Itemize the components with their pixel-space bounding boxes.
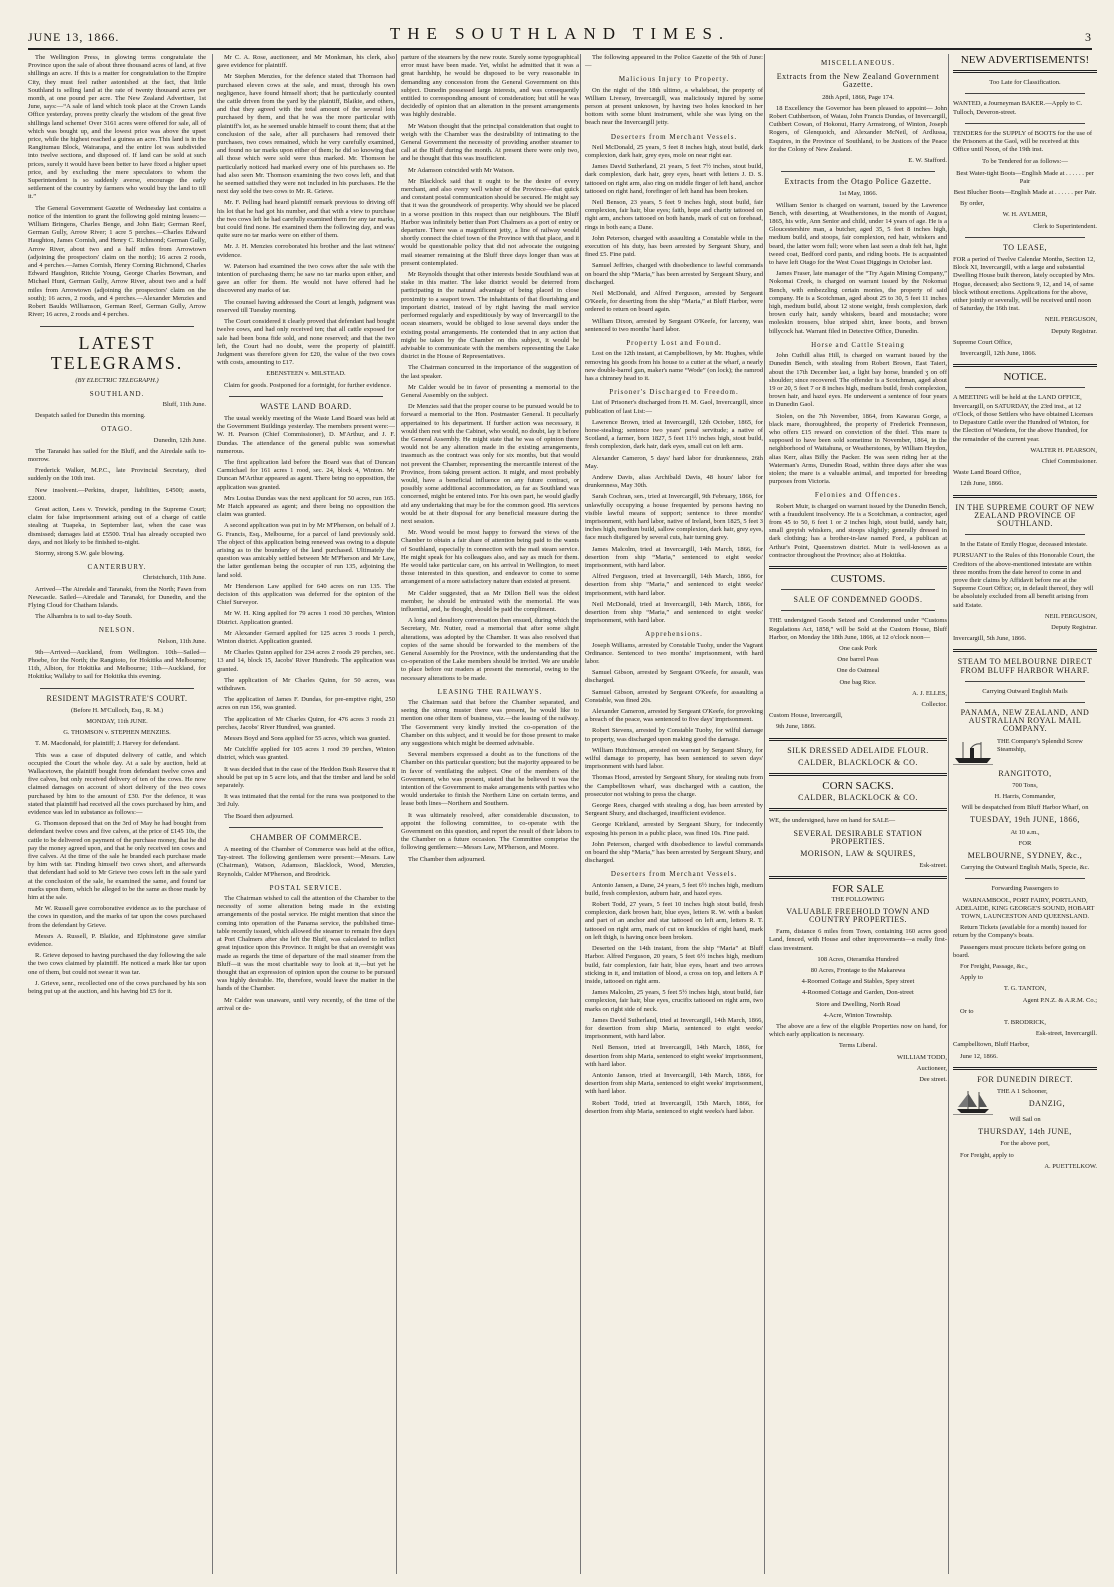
paragraph: Mr W. Russell gave corroborative evidence as to the purchase of the cows in question, and the marks of tar upon the cows purchased from the defendant by Grieve. xyxy=(28,905,206,929)
paragraph: James David Sutherland, 21 years, 5 feet 7½ inches, stout build, dark complexion, dark hair, grey eyes, heart with letters J. D. S. tattooed on right arm, also ring on middle finger of left hand, anchor tattooed on right hand, forefinger of left hand has been broken. xyxy=(585,163,763,195)
paragraph: The Wellington Press, in glowing terms congratulate the Province upon the sale of about three thousand acres of land, at five shillings an acre. If this is a matter for congratulation to the Empire City, they must feel rather astonished at the fact, that little Southland is selling land at the rate of twenty thousand acres per month, at one pound per acre. The New Zealand Advertiser, 1st June, says:—“A sale of land which took place at the Crown Lands Office yesterday, proves pretty clearly the wisdom of the great five shillings land scheme! Over 3161 acres were offered for sale, all of which was bought up, and the lowest price was above the upset price, while the highest reached a guinea an acre. This land is in the Rangitumau Block, Wairarapa, and the entire lot was subdivided into twelve sections, and disposed of. If land can be sold at such prices, surely it would have been better to have fixed a higher upset price, and by excluding the mere speculators to whom the Superintendent is so suddenly averse, encourage the early settlement of the country by farmers who would buy the land to till it.” xyxy=(28,54,206,201)
signature: W. H. AYLMER, xyxy=(1002,211,1048,219)
paragraph: Mr Charles Quinn applied for 234 acres 2 roods 29 perches, sec. 13 and 14, block 15, Jacobs' River Hundreds. The application was granted. xyxy=(217,649,395,673)
paragraph: George Kirkland, arrested by Sergeant Shury, for indecently exposing his person in a public place, was fined 10s. Fine paid. xyxy=(585,821,763,837)
paragraph: Messrs A. Russell, P. Blaikie, and Elphinstone gave similar evidence. xyxy=(28,932,206,949)
paragraph: Robert Stevens, arrested by Constable Tuohy, for wilful damage to property, was discharged upon making good the damage. xyxy=(585,727,763,743)
paragraph: William Dixon, arrested by Sergeant O'Keefe, for larceny, was sentenced to two months' hard labor. xyxy=(585,317,763,333)
paragraph: Messrs Boyd and Sons applied for 55 acres, which was granted. xyxy=(224,735,391,743)
signature-role: Chief Commissioner. xyxy=(1041,457,1097,465)
paragraph: Samuel Jeffries, charged with disobedience to lawful commands on board the ship “Maria,” has been arrested by Sergeant Shury, and discharged. xyxy=(585,262,763,286)
date: June 12, 1866. xyxy=(960,1052,998,1060)
paragraph: W. Paterson had examined the two cows after the sale with the intention of purchasing them; he saw no tar marks upon either, and gave an offer for them. He would not have offered had he discovered any marks of tar. xyxy=(217,262,395,295)
section-heading: CHAMBER OF COMMERCE. xyxy=(250,832,362,842)
paragraph: It was ultimately resolved, after considerable discussion, to appoint the following committee, to co-operate with the Government on this question, and report the result of their labors to the Chamber on a future occasion. The Committee comprise the following gentlemen:—Messrs Law, M'Pherson, and Moore. xyxy=(401,811,579,852)
subsection-heading: Deserters from Merchant Vessels. xyxy=(610,870,738,879)
subsection-heading: Horse and Cattle Steaing xyxy=(811,340,905,349)
paragraph: Robert Todd, 27 years, 5 feet 10 inches high stout build, fresh complexion, dark brown hair, blue eyes, letters R. W. with a basket and part of an anchor and star tattooed on left arm, letters R. T. tattooed on right arm, mark of cut on knuckles of right hand, mark on left thigh, is having once been broken. xyxy=(585,901,763,941)
divider xyxy=(40,688,194,689)
ad-heading: SEVERAL DESIRABLE STATION PROPERTIES. xyxy=(793,828,923,846)
paragraph: Mr Cutcliffe applied for 105 acres 1 rood 39 perches, Winton district, which was granted. xyxy=(217,746,395,762)
place: Waste Land Board Office, xyxy=(953,469,1021,477)
paragraph: Claim for goods. Postponed for a fortnight, for further evidence. xyxy=(224,381,392,389)
paragraph: Mr C. A. Rose, auctioneer, and Mr Monkman, his clerk, also gave evidence for plaintiff. xyxy=(217,54,395,70)
ad-line: For Freight, Passage, &c., xyxy=(960,963,1028,971)
ports: WARNAMBOOL, PORT FAIRY, PORTLAND, ADELAIDE, KING GEORGE'S SOUND, HOBART TOWN, LAUNCESTON AND QUEENSLAND. xyxy=(955,896,1095,921)
paragraph: Joseph Williams, arrested by Constable Tuohy, under the Vagrant Ordinance. Sentenced to two months' imprisonment, with hard labor. xyxy=(585,641,763,665)
terms: Terms Liberal. xyxy=(838,1042,878,1050)
extract-date: 1st May, 1866. xyxy=(838,190,878,198)
dateline: Christchurch, 11th June. xyxy=(142,574,206,582)
list-item: One do Oatmeal xyxy=(836,667,880,675)
paragraph: Antonio Jansen, a Dane, 24 years, 5 feet 6½ inches high, medium build, fresh complexion, auburn hair, and hazel eyes. xyxy=(585,881,763,897)
extract-date: 28th April, 1866, Page 174. xyxy=(822,93,894,101)
ad-line: At 10 a.m., xyxy=(1010,828,1040,836)
subsection-heading: Property Lost and Found. xyxy=(626,339,722,348)
ad-line: By order, xyxy=(960,200,985,208)
date: 9th June, 1866. xyxy=(776,723,816,731)
paragraph: Several members expressed a doubt as to the functions of the Chamber on this particular question; but the majority appeared to be in favor of ventilating the subject. One of the members of the Government, who was present, stated that he believed it was the intention of the Government to make arrangements with parties who would undertake to finish the Northern Line on certain terms, and lease both lines—Northern and Southern. xyxy=(401,751,579,808)
paragraph: James Malcolm, tried at Invercargill, 14th March, 1866, for desertion from ship “Maria,” sentenced to eight weeks' imprisonment, with hard labor. xyxy=(585,545,763,569)
ad-line: THE Company's Splendid Screw Steamship, xyxy=(997,737,1083,753)
paragraph: William Hutchinson, arrested on warrant by Sergeant Shury, for wilful damage to property, has been sentenced to seven days' imprisonment with hard labor. xyxy=(585,746,763,771)
ad-line: For the above port, xyxy=(1000,1140,1050,1148)
divider xyxy=(953,649,1097,652)
paragraph: Robert Todd, tried at Invercargill, 15th March, 1866, for desertion from ship Maria, sentenced to eight weeks's hard labor. xyxy=(585,1099,763,1115)
column-4 xyxy=(580,54,767,1574)
ad-firm: MORISON, LAW & SQUIRES, xyxy=(800,849,916,859)
list-item: Best Water-tight Boots—English Made at . . . . . . per Pair xyxy=(956,169,1094,185)
ads-subheading: Too Late for Classification. xyxy=(989,79,1061,87)
column-3 xyxy=(396,54,583,1574)
ad-line: For Freight, apply to xyxy=(960,1151,1014,1159)
signature: A. J. ELLES, xyxy=(912,689,947,697)
dateline: Dunedin, 12th June. xyxy=(153,436,206,444)
ad-line: H. Harris, Commander, xyxy=(994,792,1056,800)
paragraph: The application of James F. Dundas, for pre-emptive right, 250 acres on run 156, was granted. xyxy=(217,696,395,712)
ad-line: 700 Tons, xyxy=(1012,781,1038,789)
paragraph: New insolvent.—Perkins, draper, liabilities, £4500; assets, £2000. xyxy=(28,486,206,502)
ship-name: DANZIG, xyxy=(1028,1099,1066,1109)
subsection-heading: Deserters from Merchant Vessels. xyxy=(610,132,738,141)
paragraph: James Fraser, late manager of the “Try Again Mining Company,” Nokomai Creek, is charged on warrant issued by the Nokomai Bench, with embezzling certain monies, the property of said company. He is a Scotchman, aged about 25 to 30, 5 feet 11 inches high, medium build, about 12 stone weight, fresh complexion, dark brown curly hair, sandy whiskers, beard and moustache; wore moleskin trousers, blue striped shirt, knee boots, and brown billycock hat. Warrant filed in Detective Office, Dunedin. xyxy=(769,270,947,335)
paragraph: WE, the undersigned, have on hand for SALE— xyxy=(769,817,896,825)
divider xyxy=(953,70,1097,73)
ad-subheading: PANAMA, NEW ZEALAND, AND AUSTRALIAN ROYAL MAIL COMPANY. xyxy=(960,707,1090,734)
divider xyxy=(781,610,935,611)
extract-heading: Extracts from the New Zealand Government Gazette. xyxy=(776,72,940,90)
issue-date: JUNE 13, 1866. xyxy=(28,30,120,44)
customs-subheading: SALE OF CONDEMNED GOODS. xyxy=(793,595,923,605)
signature: WILLIAM TODD, xyxy=(897,1053,947,1061)
telegrams-heading: LATEST TELEGRAMS. xyxy=(50,332,184,373)
divider xyxy=(769,773,947,776)
sailing-date: TUESDAY, 19th JUNE, 1866, xyxy=(970,815,1080,825)
list-item: 80 Acres, Frontage to the Makarewa xyxy=(810,967,906,975)
paragraph: Andrew Davis, alias Archibald Davis, 48 hours' labor for drunkenness, May 30th. xyxy=(585,473,763,490)
ads-heading: NEW ADVERTISEMENTS! xyxy=(960,54,1090,66)
lease-ad: FOR a period of Twelve Calendar Months, Section 12, Block XI, Invercargill, with a large and substantial Dwelling House built thereon, lately occupied by Mrs. Hogue, deceased; also Sections 9, 12, and 14, of same block without erections. Applications for the above, either jointly or severally, will be received until noon of Saturday, the 16th inst. xyxy=(953,256,1096,313)
paragraph: William Senior is charged on warrant, issued by the Lawrence Bench, with deserting, at Weatherstones, in the month of August, 1865, his wife, Ann Senior and child, under 14 years of age. He is a Gloucestershire man, a butcher, aged 35, 5 feet 8 inches high, medium build, and stoops, fair complexion, red hair, whiskers and beard, the latter worn full; wore when last seen a drab felt hat, light tweed coat, Bedford cord pants, and riding boots. He is acquainted to have left Otago for the West Coast Diggings in October last. xyxy=(769,201,947,267)
signature-role: Deputy Registrar. xyxy=(1051,327,1097,335)
section-heading: NELSON. xyxy=(98,626,136,635)
subsection-heading: Prisoner's Discharged to Freedom. xyxy=(609,388,739,397)
paragraph: Robert Muir, is charged on warrant issued by the Dunedin Bench, with a fraudulent insolvency. He is a Scotchman, a contractor, aged from 45 to 50, 6 feet 1 or 2 inches high, stout build, sandy hair, small greyish whiskers, and stoops slightly; generally dressed in dark clothing; has a brother-in-law named Ford, a publican at Arthur's Point, Queenstown district. Muir is well-known as a contractor throughout the Province; also at Hokitika. xyxy=(769,502,947,559)
telegrams-subheading: (BY ELECTRIC TELEGRAPH.) xyxy=(75,376,159,384)
divider xyxy=(781,589,935,590)
paragraph: The counsel having addressed the Court at length, judgment was reserved till Tuesday morning. xyxy=(217,298,395,314)
ad-line: Will Sail on xyxy=(1009,1116,1041,1124)
date: 12th June, 1866. xyxy=(960,480,1003,488)
list-item: One bag Rice. xyxy=(839,678,877,686)
signature-role: Clerk to Superintendent. xyxy=(1033,222,1097,230)
ad-line: FOR xyxy=(1018,839,1032,847)
extract-heading: Extracts from the Otago Police Gazette. xyxy=(784,177,932,187)
subsection-heading: Apprehensions. xyxy=(645,630,703,639)
list-item: One cask Pork xyxy=(839,644,877,652)
ad-line: Carrying the Outward English Mails, Specie, &c. xyxy=(960,864,1090,872)
paragraph: G. Thomson deposed that on the 3rd of May he had bought from defendant twelve cows and five calves, at the price of £145 10s, the cattle to be delivered on payment of the purchase money, that he did pay the money agreed upon, and that he only received ten cows and five calves. At the time of the sale he branded each purchase made by him with tar. Finding himself two cows short, and afterwards that defendant had sold to Mr Grieve two cows left in the sale yard at the conclusion of the sale, he examined the same, and found tar marks upon them, which he alleged to be the same as those made by him at the sale. xyxy=(28,820,206,902)
divider xyxy=(953,495,1097,498)
divider xyxy=(965,681,1085,682)
signature: A. PUETTELKOW. xyxy=(1044,1162,1097,1170)
paragraph: Alfred Ferguson, tried at Invercargill, 14th March, 1866, for desertion from ship “Maria,” and sentenced to eight weeks' imprisonment, with hard labor. xyxy=(585,573,763,597)
paragraph: James David Sutherland, tried at Invercargill, 14th March, 1866, for desertion from ship Maria, sentenced to eight weeks' imprisonment, with hard labor. xyxy=(585,1016,763,1041)
signature: NEIL FERGUSON, xyxy=(1044,316,1097,324)
ad-heading: CORN SACKS. xyxy=(822,780,894,793)
signature: E. W. Stafford. xyxy=(908,157,947,165)
signature-role: Agent P.N.Z. & A.R.M. Co.; xyxy=(1022,996,1097,1004)
paragraph: Neil McDonald, tried at Invercargill, 14th March, 1866, for desertion from ship “Maria,” and sentenced to eight weeks' imprisonment, with hard labor. xyxy=(585,600,763,625)
paragraph: The Alhambra is to sail to-day South. xyxy=(35,613,133,621)
case-title: G. THOMSON v. STEPHEN MENZIES. xyxy=(63,729,171,737)
paragraph: Mr Adamson coincided with Mr Watson. xyxy=(408,166,515,174)
ad-line: Passengers must procure tickets before going on board. xyxy=(953,943,1086,959)
paragraph: The Chamber then adjourned. xyxy=(408,855,486,863)
paragraph: The Taranaki has sailed for the Bluff, and the Airedale sails to-morrow. xyxy=(28,447,206,463)
steamship-block xyxy=(953,738,1097,754)
paragraph: Despatch sailed for Dunedin this morning. xyxy=(35,412,146,420)
tenders-ad: TENDERS for the SUPPLY of BOOTS for the use of the Prisoners at the Gaol, will be received at this Office until Noon, of the 19th inst. xyxy=(953,129,1093,154)
paragraph: parture of the steamers by the new route. Surely some typographical error must have been made. Yet, whilst he admitted that it was a great hardship, he would be disposed to be very reasonable in demanding any concession from the General Government on this subject. Dunedin possessed large interests, and was consequently entitled to corresponding amount of consideration; but still he was decidedly of opinion that an alteration in the present arrangements was highly desirable. xyxy=(401,54,579,119)
paragraph: The application of Mr Charles Quinn, for 476 acres 3 roods 21 perches, Jacobs' River Hundred, was granted. xyxy=(217,715,395,731)
divider xyxy=(965,387,1085,388)
signature: T. G. TANTON, xyxy=(1003,985,1047,993)
divider xyxy=(769,566,947,569)
divider xyxy=(769,876,947,879)
court-ad: PURSUANT to the Rules of this Honorable Court, the Creditors of the above-mentioned intestate are within three months from the date hereof to come in and prove their claims by Affidavit before me at the Supreme Court Office; or, in default thereof, they will be absolutely excluded from all benefit arising from said Estate. xyxy=(953,552,1095,609)
paragraph: 18 Excellency the Governor has been pleased to appoint— John Robert Cuthbertson, of Waiau, John Francis Dundas, of Invercargill, Cuthbert Cowan, of Hokonui, Harry Armstrong, of Winton, Joseph Rogers, of Glenquoich, and Alexander McNeil, of Ardlussa, Esquires, in the Province of Southland, to be Justices of the Peace for the Colony of New Zealand. xyxy=(769,104,947,153)
ad-line: In the Estate of Emily Hogue, deceased intestate. xyxy=(960,541,1088,549)
paragraph: Sarah Cochran, sen., tried at Invercargill, 9th February, 1866, for unlawfully occupying a house frequented by persons having no visible lawful means of support; sentence to three months' imprisonment, with hard labor, native of Ireland, born 1825, 5 feet 3 inches high, medium build, sallow complexion, dark hair, grey eyes, face much disfigured by several cuts, hair turning grey. xyxy=(585,493,763,542)
paragraph: Stormy, strong S.W. gale blowing. xyxy=(35,549,125,557)
paragraph: Dr Menzies said that the proper course to be pursued would be to forward a memorial to the Hon. Postmaster General. It peculiarly appertained to his department. If further action was necessary, it would then rest with the Cabinet, who would, no doubt, lay it before the General Assembly. He might state that he was of opinion there would not be any alteration made in the existing arrangements, inasmuch as the contract was only for six months, but that would not prevent the Chamber, representing the mercantile interest of the Province, from taking present action. It might, and most probably would, have a beneficial influence on any future contract, or possibly some additional accommodation, as far as Southland was concerned, might be entered into. For his own part, he would gladly aid any undertaking that may be for the common good. His services would be at their disposal for any beneficial measure during the next session. xyxy=(401,403,579,525)
signature: NEIL FERGUSON, xyxy=(1044,612,1097,620)
paragraph: Neil Benson, tried at Invercargill, 14th March, 1866, for desertion from ship Maria, sentenced to eight weeks' imprisonment, with hard labor. xyxy=(585,1044,763,1068)
paragraph: Mr Henderson Law applied for 640 acres on run 135. The decision of this application was deferred for the opinion of the Chief Surveyor. xyxy=(217,582,395,607)
divider xyxy=(965,93,1085,94)
paragraph: Deserted on the 14th instant, from the ship “Maria” at Bluff Harbor. Alfred Ferguson, 20 years, 5 feet 6½ inches high, medium build, fair complexion, fair hair, blue eyes, heart and two arrows sticking in it, and imitation of blood, a cross on top, and letters A F inside, tattooed on right arm. xyxy=(585,945,763,985)
masthead xyxy=(28,14,1092,50)
signature-role: Deputy Registrar. xyxy=(1051,623,1097,631)
paragraph: On the night of the 18th ultimo, a whaleboat, the property of William Livesey, Invercargill, was maliciously injured by some person at present unknown, by having two holes knocked in her bottom with some blunt instrument, while she was lying on the beach near the Invercargill jetty. xyxy=(585,86,763,127)
ad-heading: FOR SALE xyxy=(832,883,884,896)
case-title: EBENSTEEN v. MILSTEAD. xyxy=(266,370,346,378)
ad-line: Apply to xyxy=(960,974,983,982)
signature: T. BRODRICK, xyxy=(1004,1019,1046,1027)
schooner-block xyxy=(953,1088,1097,1096)
subsection-heading: Malicious Injury to Property. xyxy=(618,75,730,84)
paragraph: Great action, Lees v. Trewick, pending in the Supreme Court; claim for false imprisonment arising out of a charge of cattle stealing at Tuapeka, in September last, when the case was dismissed; damages laid at £5500. Trial has already occupied two days, and not likely to be finished to-night. xyxy=(28,505,206,546)
ad-line: Carrying Outward English Mails xyxy=(982,687,1068,695)
paragraph: John Cuthill alias Hill, is charged on warrant issued by the Dunedin Bench, with stealing from Robert Brown, East Taieri, about the 17th December last, a light bay horse, branded ʒ on off shoulder; since recovered. The offender is a Scotchman, aged about 19 or 20, 5 feet 7 or 8 inches high, medium build, fresh complexion, brown hair, and hazel eyes. He underwent a sentence of four years in Dunedin Gaol. xyxy=(769,352,947,409)
paragraph: 9th—Arrived—Auckland, from Wellington. 10th—Sailed—Phoebe, for the North; the Rangitoto, for Hokitika and Melbourne; 11th, Albion, for Hokitika and Melbourne; 11th—Auckland, for Hokitika; Wallaby to sail for Hokitika this evening. xyxy=(28,648,206,681)
paragraph: The application of Mr Charles Quinn, for 50 acres, was withdrawn. xyxy=(217,676,395,693)
section-heading: OTAGO. xyxy=(101,425,133,434)
divider xyxy=(965,878,1085,879)
paragraph: Mr Watson thought that the principal consideration that ought to weigh with the Chamber was the desirability of intimating to the General Government the necessity of providing another steamer to call at the Bluff during the month. At present there were only two, and he thought that this was insufficient. xyxy=(401,122,579,163)
paragraph: The first application laid before the Board was that of Duncan Carmichael for 161 acres 1 rood, sec. 24, block 4, Winton. Mr Duncan M'Arthur appeared as agent. There being no opposition, the application was granted. xyxy=(217,458,395,491)
column-2 xyxy=(212,54,399,1574)
paragraph: The General Government Gazette of Wednesday last contains a notice of the intention to grant the following gold mining leases:—William Bringens, Charles Benge, and John Bair; German Reef, German Gully, Arrow River; 1 acre 5 perches.—Charles Edward Haughton, James Cornish, and Henry C. Richmond; German Gully, Arrow River, about two and a half miles from Arrowtown (adjoining the prospectors' claim on the north); 16 acres 2 roods, and 4 perches.—James Cornish, Henry Corning Richmond, Charles Edward Haughton, Ritchie Young, George Charles Bowman, and Michael Hunt, German Gully, Arrow River, about two and a half miles from Arrowtown (adjoining the prospectors' claim on the south); 16 acres, 2 roods, and 4 perches.—Alexander Menzies and Robert Baulds Williamson, German Reef, German Gully, Arrow River; 16 acres, 2 roods and 4 perches. xyxy=(28,204,206,319)
ad-heading: IN THE SUPREME COURT OF NEW ZEALAND PROVINCE OF SOUTHLAND. xyxy=(955,502,1095,528)
notice-ad: A MEETING will be held at the LAND OFFICE, Invercargill, on SATURDAY, the 23rd inst., at 12 o'Clock, of those Settlers who have obtained Licenses to Depasture Cattle over the Hundred of Winton, for the Election of Wardens, for the above Hundred, for the remainder of the current year. xyxy=(953,394,1094,443)
paragraph: Farm, distance 6 miles from Town, containing 160 acres good Land, fenced, with House and other improvements—a really first-class investment. xyxy=(769,928,947,952)
paragraph: The Chairman wished to call the attention of the Chamber to the necessity of some alteration being made in the existing arrangements of the postal service. He might mention that since the coming into operation of the Panama service, the published time-table recently issued, which allowed the steamer to remain five days at Port Chalmers after she left the Bluff, was calculated to inflict great injustice upon this Province. It might be that an oversight was made as regards the time of departure of the mail steamer from the Bluff—it was the most charitable way to look at it,—but yet he thought that an expression of opinion upon the course to be pursued was highly desirable. He, therefore, would leave the matter in the hands of the Chamber. xyxy=(217,895,395,993)
divider xyxy=(953,1067,1097,1070)
paragraph: A second application was put in by Mr M'Pherson, on behalf of J. G. Francis, Esq., Melbourne, for a parcel of land previously sold. The object of this application being renewed was owing to a dispute arising as to the boundary of the land purchased. Ultimately the question was amicably settled between Mr M'Pherson and Mr Law, the latter gentleman being the occupier of run 135, adjoining the land sold. xyxy=(217,522,395,579)
paragraph: Alexander Cameron, 5 days' hard labor for drunkenness, 26th May. xyxy=(585,454,763,470)
paragraph: Mr Calder was unaware, until very recently, of the time of the arrival or de- xyxy=(217,996,395,1012)
divider xyxy=(40,326,194,327)
paragraph: Mr Calder would be in favor of presenting a memorial to the General Assembly on the subject. xyxy=(401,383,579,399)
paragraph: This was a case of disputed delivery of cattle, and which occupied the Court the whole day. At a sale by auction, held at Wallacetown, the plaintiff bought from defendant twelve cows and five calves, but only received delivery of ten of the cows. He now claimed damages on account of short delivery of the two cows purchased by him to the amount of £30. For the defence, it was stated that plaintiff had received all the cows purchased by him, and evidence was led in substance as follows:— xyxy=(28,751,206,817)
ship-name: RANGITOTO, xyxy=(998,768,1052,778)
paragraph: Mr Calder suggested, that as Mr Dillon Bell was the oldest member, he should be entrusted with the memorial. He was influential, and, he thought, should be paid the compliment. xyxy=(401,589,579,613)
section-heading: WASTE LAND BOARD. xyxy=(260,401,352,411)
ad-subheading: VALUABLE FREEHOLD TOWN AND COUNTRY PROPERTIES. xyxy=(786,906,930,925)
signature-role: Collector. xyxy=(921,701,947,708)
paragraph: A meeting of the Chamber of Commerce was held at the office, Tay-street. The following gentlemen were present:—Messrs. Law (Chairman), Watson, Adamson, Blacklock, Wood, Menzies, Reynolds, Calder M'Pherson, and Brodrick. xyxy=(217,846,395,878)
paragraph: It was intimated that the rental for the runs was postponed to the 3rd July. xyxy=(217,793,395,809)
paragraph: R. Grieve deposed to having purchased the day following the sale the two cows claimed by plaintiff. He noticed a mark like tar upon one of them, but could not swear it was tar. xyxy=(28,952,206,976)
divider xyxy=(781,171,935,172)
paragraph: John Peterson, charged with assaulting a Constable while in the execution of his duty, has been arrested by Sergeant Shury, and fined £5. Fine paid. xyxy=(585,234,763,259)
paragraph: Mr W. H. King applied for 79 acres 1 rood 30 perches, Winton District. Application granted. xyxy=(217,610,395,626)
dateline: Nelson, 11th June. xyxy=(157,637,206,645)
ad-street: Dee street. xyxy=(919,1076,947,1084)
paragraph: Neil Benson, 23 years, 5 feet 9 inches high, stout build, fair complexion, fair hair, blue eyes; faith, hope and charity tattooed on right arm, anchors tattooed on both hands, mark of cut on forehead, rings in both ears; a Dane. xyxy=(585,199,763,231)
destination: MELBOURNE, SYDNEY, &c., xyxy=(967,851,1083,860)
paragraph: Stolen, on the 7th November, 1864, from Kawarau Gorge, a black mare, thoroughbred, the property of Frederick Frenneson, who offers £15 reward on conviction of the thief. This mare is supposed to have been sold sometime in November, 1864, in the neighborhood of Waitahuna, or Weatherstones, by William Heydon, alias Kerr, alias Billy the Packer. He was seen riding her at the Waterman's Arms, Dunedin Road, within three days after she was stolen; the mare is a valuable animal, and imported for breeding purposes from Victoria. xyxy=(769,412,947,486)
signature-role: Auctioneer, xyxy=(916,1064,947,1072)
page-number: 3 xyxy=(1085,30,1092,44)
divider xyxy=(769,808,947,811)
column-1 xyxy=(28,54,210,1574)
paragraph: Frederick Walker, M.P.C., late Provincial Secretary, died suddenly on the 10th inst. xyxy=(28,467,206,483)
paragraph: THE undersigned Goods Seized and Condemned under “Customs Regulations Act, 1858,” will be Sold at the Custom House, Bluff Harbor, on Monday the 18th June, 1866, at 12 o'clock noon— xyxy=(769,617,947,641)
list-item: 4-Roomed Cottage and Stables, Spey street xyxy=(801,978,915,986)
ad-heading: NOTICE. xyxy=(1003,371,1047,384)
ad-heading: SILK DRESSED ADELAIDE FLOUR. xyxy=(787,745,929,755)
paragraph: Mr Reynolds thought that other interests beside Southland was at stake in this matter. The lake district would be deterred from participating in the natural advantage of being placed in close proximity to a seaport town. The inhabitants of that flourishing and important district, instead of by right having the mail service performed regularly and expeditiously by way of Invercargill to the ocean steamers, would be obliged to lose several days under the existing postal arrangements. He contended that in any action that might be taken by the Chamber on this subject, it would be advisable to communicate with the members representing the Lake district in the House of Representatives. xyxy=(401,271,579,361)
paragraph: Mr Alexander Gerrard applied for 125 acres 3 roods 1 perch, Winton district. Application granted. xyxy=(217,629,395,645)
signature-role: Esk-street, Invercargill. xyxy=(1035,1030,1097,1038)
paragraph: Mr Stephen Menzies, for the defence stated that Thomson had purchased eleven cows at the sale, and must, through his own negligence, have found himself short; that he particularly counted the cattle driven from the yard by the plaintiff, Blaikie, and others, and that they agreed with the total amount of the several lots purchased by them, and that he was the more particular with plaintiff's lot, as he seemed unable himself to count them; that at the conclusion of the sale, after all purchasers had removed their purchases, two cows remained, which he very carefully examined, and found no tar marks upon either of them; he did so knowing that all those which were sold were thus marked. Mr. Thomson he particularly noticed had marked every one of his purchases so. He had also seen Mr. Thomson examining the two cows left, and that he seemed satisfied they were not included in his purchases. He the next day sold the two cows to Mr. R. Grieve. xyxy=(217,73,395,196)
paragraph: It was decided that in the case of the Heddon Bush Reserve that it should be put up in 5 acre lots, and that the timber and land be sold separately. xyxy=(217,765,395,790)
divider xyxy=(953,364,1097,367)
ad-firm: CALDER, BLACKLOCK & CO. xyxy=(798,757,918,767)
divider xyxy=(965,534,1085,535)
ad-heading: FOR DUNEDIN DIRECT. xyxy=(977,1074,1073,1084)
list-item: 4-Roomed Cottage and Garden, Don-street xyxy=(802,989,914,997)
paragraph: Neil McDonald, 25 years, 5 feet 8 inches high, stout build, dark complexion, dark hair, grey eyes, mole on near right ear. xyxy=(585,143,763,160)
paragraph: Thomas Hood, arrested by Sergeant Shury, for stealing nuts from the Campbelltown wharf, was discharged with a caution, the prosecutor not wishing to press the charge. xyxy=(585,774,763,798)
paragraph: Samuel Gibson, arrested by Sergeant O'Keefe, for assaulting a Constable, was fined 20s. xyxy=(585,688,763,704)
list-item: Store and Dwelling, North Road xyxy=(815,1000,901,1008)
ad-heading: TO LEASE, xyxy=(1003,242,1047,252)
court-subheading: (Before H. M'Culloch, Esq., R. M.) xyxy=(71,706,163,714)
divider xyxy=(965,702,1085,703)
divider xyxy=(229,827,383,828)
paragraph: T. M. Macdonald, for plaintiff; J. Harvey for defendant. xyxy=(35,740,180,748)
divider xyxy=(965,237,1085,238)
subsection-heading: POSTAL SERVICE. xyxy=(269,883,343,892)
divider xyxy=(769,738,947,741)
paragraph: Samuel Gibson, arrested by Sergeant O'Keefe, for assault, was discharged. xyxy=(585,669,763,685)
paragraph: The Chairman concurred in the importance of the suggestion of the last speaker. xyxy=(401,364,579,380)
divider xyxy=(229,396,383,397)
ad-line: Or to xyxy=(960,1007,974,1015)
paragraph: Lost on the 12th instant, at Campbelltown, by Mr. Hughes, while removing his goods from his house to a cutter at the wharf, a nearly new double-barrel gun, maker's name “Wode” (on lock); the ramrod has a chimney head to it. xyxy=(585,350,763,382)
ad-street: Esk-street. xyxy=(919,862,947,870)
steamship-icon xyxy=(953,740,993,766)
date: Invercargill, 5th June, 1866. xyxy=(953,635,1027,643)
wanted-ad: WANTED, a Journeyman BAKER.—Apply to C. Tulloch, Deveron-street. xyxy=(953,100,1083,116)
paragraph: Mrs Louisa Dundas was the next applicant for 50 acres, run 165. Mr Hatch appeared as agent; and there being no opposition the claim was granted. xyxy=(217,494,395,519)
column-6 xyxy=(948,54,1097,1574)
ad-line: Return Tickets (available for a month) issued for return by the Company's boats. xyxy=(953,924,1087,940)
paragraph: List of Prisoner's discharged from H. M. Gaol, Invercargill, since publication of last List:— xyxy=(585,399,763,415)
paragraph: Mr. Wood would be most happy to forward the views of the Chamber to obtain a fair share of attention being paid to the wants of Southland, especially in connection with the mail steam service. He might speak for his colleagues also, and say as much for them. He would take particular care, on his arrival in Wellington, to meet those interested in this question, and endeavor to come to some arrangement of a more satisfactory nature than existed at present. xyxy=(401,529,579,586)
paragraph: Mr. J. H. Menzies corroborated his brother and the last witness' evidence. xyxy=(217,243,395,259)
paragraph: J. Grieve, senr., recollected one of the cows purchased by his son being put up at the auction, and his having bid £5 for it. xyxy=(28,979,206,996)
paragraph: Mr. F. Pelling had heard plaintiff remark previous to driving off his lot that he had got his number, and that with a view to purchase the two cows left he had carefully examined them for any tar marks, but could find none. He examined them the following day, and was quite sure no tar marks were on either of them. xyxy=(217,199,395,240)
subsection-heading: LEASING THE RAILWAYS. xyxy=(437,687,543,696)
date: Invercargill, 12th June, 1866. xyxy=(960,350,1037,358)
paragraph: Lawrence Brown, tried at Invercargill, 12th October, 1865, for horse-stealing; sentence two years' penal servitude; a native of Scotland, a farmer, born 1827, 5 feet 11½ inches high, stout build, fresh complexion, dark hair, dark eyes, small cut on left arm. xyxy=(585,418,763,451)
paragraph: Alexander Cameron, arrested by Sergeant O'Keefe, for provoking a breach of the peace, was sentenced to five days' imprisonment. xyxy=(585,708,763,724)
paragraph: The Chairman said that before the Chamber separated, and seeing the strong muster there was present, he would like to mention one other item of business, viz.—the leasing of the railway. The Government very kindly invited the co-operation of the Chamber on this subject, and it would be for those present to make any suggestions which might be deemed advisable. xyxy=(401,699,579,748)
divider xyxy=(965,123,1085,124)
section-heading: SOUTHLAND. xyxy=(89,389,145,398)
customs-heading: CUSTOMS. xyxy=(830,572,886,585)
paragraph: George Rees, charged with stealing a dog, has been arrested by Sergeant Shury, and discharged, insufficient evidence. xyxy=(585,802,763,818)
paragraph: The following appeared in the Police Gazette of the 9th of June:— xyxy=(585,54,763,70)
newspaper-title: THE SOUTHLAND TIMES. xyxy=(389,24,731,43)
ad-heading: STEAM TO MELBOURNE DIRECT FROM BLUFF HARBOR WHARF. xyxy=(957,657,1093,675)
list-item: 4-Acre, Winton Township. xyxy=(823,1011,893,1019)
ad-firm: CALDER, BLACKLOCK & CO. xyxy=(798,793,918,803)
section-heading: MISCELLANEOUS. xyxy=(820,59,896,67)
ad-line: THE A 1 Schooner, xyxy=(997,1088,1048,1096)
sailing-date: THURSDAY, 14th JUNE, xyxy=(978,1127,1072,1137)
section-heading: CANTERBURY. xyxy=(87,563,147,572)
place: Custom House, Invercargill, xyxy=(769,712,843,720)
place: Supreme Court Office, xyxy=(953,338,1013,346)
list-item: One barrel Peas xyxy=(837,656,879,664)
signature: WALTER H. PEARSON, xyxy=(1030,446,1097,454)
schooner-icon xyxy=(953,1090,993,1116)
court-date: MONDAY, 11th JUNE. xyxy=(86,718,148,725)
list-item: 108 Acres, Oteramika Hundred xyxy=(817,955,899,963)
place: Campbelltown, Bluff Harbor, xyxy=(953,1041,1030,1049)
ad-line: Will be despatched from Bluff Harbor Wharf, on xyxy=(961,804,1089,812)
paragraph: The Board then adjourned. xyxy=(224,812,294,820)
paragraph: The Court considered it clearly proved that defendant had bought twelve cows, and had only received ten; that all cattle exposed for sale had been bona fide sold, and none reserved; and that the two left, the Court had no doubt, were the property of plaintiff. Judgment was therefore given for £20, the value of the two cows with costs, amounting to £17. xyxy=(217,318,395,367)
ad-line: Forwarding Passengers to xyxy=(991,885,1059,893)
paragraph: Neil McDonald, and Alfred Ferguson, arrested by Sergeant O'Keefe, for deserting from the ship “Maria,” at Bluff Harbor, were ordered to return on board again. xyxy=(585,290,763,314)
paragraph: The usual weekly meeting of the Waste Land Board was held at the Government Buildings yesterday. The members present were:—W. H. Pearson (Chief Commissioner), D. M'Arthur, and J. F. Dundas. The attendance of the general public was somewhat numerous. xyxy=(217,414,395,455)
column-5 xyxy=(764,54,951,1574)
paragraph: Antonio Janson, tried at Invercargill, 14th March, 1866, for desertion from ship Maria, sentenced to eight weeks' imprisonment, with hard labor. xyxy=(585,1071,763,1096)
court-heading: RESIDENT MAGISTRATE'S COURT. xyxy=(46,693,188,703)
paragraph: Arrived—The Airedale and Taranaki, from the North; Fawn from Newcastle. Sailed—Airedale and Taranaki, for Dunedin, and the Flying Cloud for Chatham Islands. xyxy=(28,585,206,609)
ad-line: To be Tendered for as follows:— xyxy=(982,158,1068,166)
paragraph: The above are a few of the eligible Properties now on hand, for which early application is necessary. xyxy=(769,1023,947,1039)
paragraph: Mr Blacklock said that it ought to be the desire of every merchant, and also every well wisher of the Province—that quick and constant postal communication should be secured. He might say that it was the groundwork of prosperity. Why should we be placed in a worse position in this respect than our neighbours. The Bluff Harbor was infinitely better than Port Chalmers as a port of entry or departure. There was a magnificent jetty, a line of railway would shortly connect the chief town of the Province with that place, and it would be questionable policy that did not advocate the outgoing mail steamer remaining at the Bluff three days longer than was at present contemplated. xyxy=(401,177,579,267)
list-item: Best Blucher Boots—English Made at . . . . . . per Pair. xyxy=(953,189,1097,197)
paragraph: A long and desultory conversation then ensued, during which the Secretary, Mr. Nutter, read a memorial that after some slight alterations, was adopted by the Chamber. It was also resolved that copies of the same should be forwarded to the members of the General Assembly for the Province, with the understanding that the co-operation of the Lake members should be invited. We are unable to place before our readers at present the memorial, owing to the necessary alterations to be made. xyxy=(401,617,579,682)
paragraph: James Malcolm, 25 years, 5 feet 5½ inches high, stout build, fair complexion, fair hair, blue eyes, crucifix tattooed on right arm, two marks on right side of neck. xyxy=(585,989,763,1013)
dateline: Bluff, 11th June. xyxy=(162,400,206,408)
subsection-heading: Felonies and Offences. xyxy=(814,491,902,500)
paragraph: John Peterson, charged with disobedience to lawful commands on board the ship “Maria,” has been arrested by Sergeant Shury, and discharged. xyxy=(585,840,763,865)
ad-subheading: THE FOLLOWING xyxy=(831,895,885,903)
